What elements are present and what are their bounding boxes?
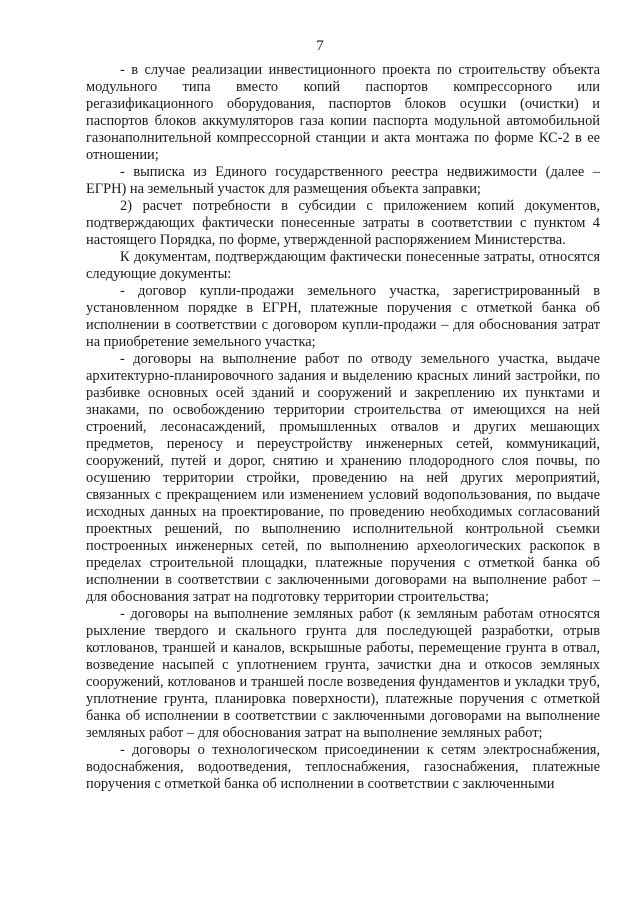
paragraph-grid-connection: - договоры о технологическом присоединении к сетям электроснабжения, водоснабжения, водоотведения, теплоснабжения, газоснабжения, платежные поручения с отметкой банка об исполнении в соответствии с заключенными — [86, 742, 600, 792]
paragraph-subsidy-calculation: 2) расчет потребности в субсидии с приложением копий документов, подтверждающих фактически понесенные затраты в соответствии с пунктом 4 настоящего Порядка, по форме, утвержденной распоряжением Министерства. — [86, 198, 600, 248]
page-number: 7 — [316, 38, 324, 54]
paragraph-modular-passports: - в случае реализации инвестиционного проекта по строительству объекта модульного типа вместо копий паспортов компрессорного или регазификационного оборудования, паспортов блоков осушки (очистки) и паспортов блоков аккумуляторов газа копии паспорта модульной автомобильной газонаполнительной компрессорной станции и акта монтажа по форме КС-2 в ее отношении; — [86, 62, 600, 163]
paragraph-land-purchase: - договор купли-продажи земельного участка, зарегистрированный в установленном порядке в ЕГРН, платежные поручения с отметкой банка об исполнении в соответствии с договором купли-продажи – для обоснования затрат на приобретение земельного участка; — [86, 283, 600, 350]
paragraph-site-preparation: - договоры на выполнение работ по отводу земельного участка, выдаче архитектурно-планировочного задания и выделению красных линий застройки, по разбивке основных осей зданий и сооружений и закреплению их пунктами и знаками, по освобождению территории строительства от имеющихся на ней строений, лесонасаждений, промышленных отвалов и других мешающих предметов, переносу и переустройству инженерных сетей, коммуникаций, сооружений, путей и дорог, снятию и хранению плодородного слоя почвы, по осушению территории стройки, проведению на ней других мероприятий, связанных с прекращением или изменением условий водопользования, по выдаче исходных данных на проектирование, по проведению необходимых согласований проектных решений, по выполнению исполнительной контрольной съемки построенных инженерных сетей, по выполнению археологических раскопок в пределах строительной площадки, платежные поручения с отметкой банка об исполнении в соответствии с заключенными договорами на выполнение работ – для обоснования затрат на подготовку территории строительства; — [86, 351, 600, 605]
paragraph-egrn-extract: - выписка из Единого государственного реестра недвижимости (далее – ЕГРН) на земельный участок для размещения объекта заправки; — [86, 164, 600, 197]
body-text — [86, 62, 600, 793]
paragraph-earthworks: - договоры на выполнение земляных работ (к земляным работам относятся рыхление твердого и скального грунта для последующей разработки, отрыв котлованов, траншей и каналов, вскрышные работы, перемещение грунта в отвал, возведение насыпей с уплотнением грунта, зачистки дна и откосов земляных сооружений, котлованов и траншей после возведения фундаментов и укладки труб, уплотнение грунта, планировка поверхности), платежные поручения с отметкой банка об исполнении в соответствии с заключенными договорами на выполнение земляных работ – для обоснования затрат на выполнение земляных работ; — [86, 606, 600, 741]
paragraph-documents-intro: К документам, подтверждающим фактически понесенные затраты, относятся следующие документы: — [86, 249, 600, 282]
